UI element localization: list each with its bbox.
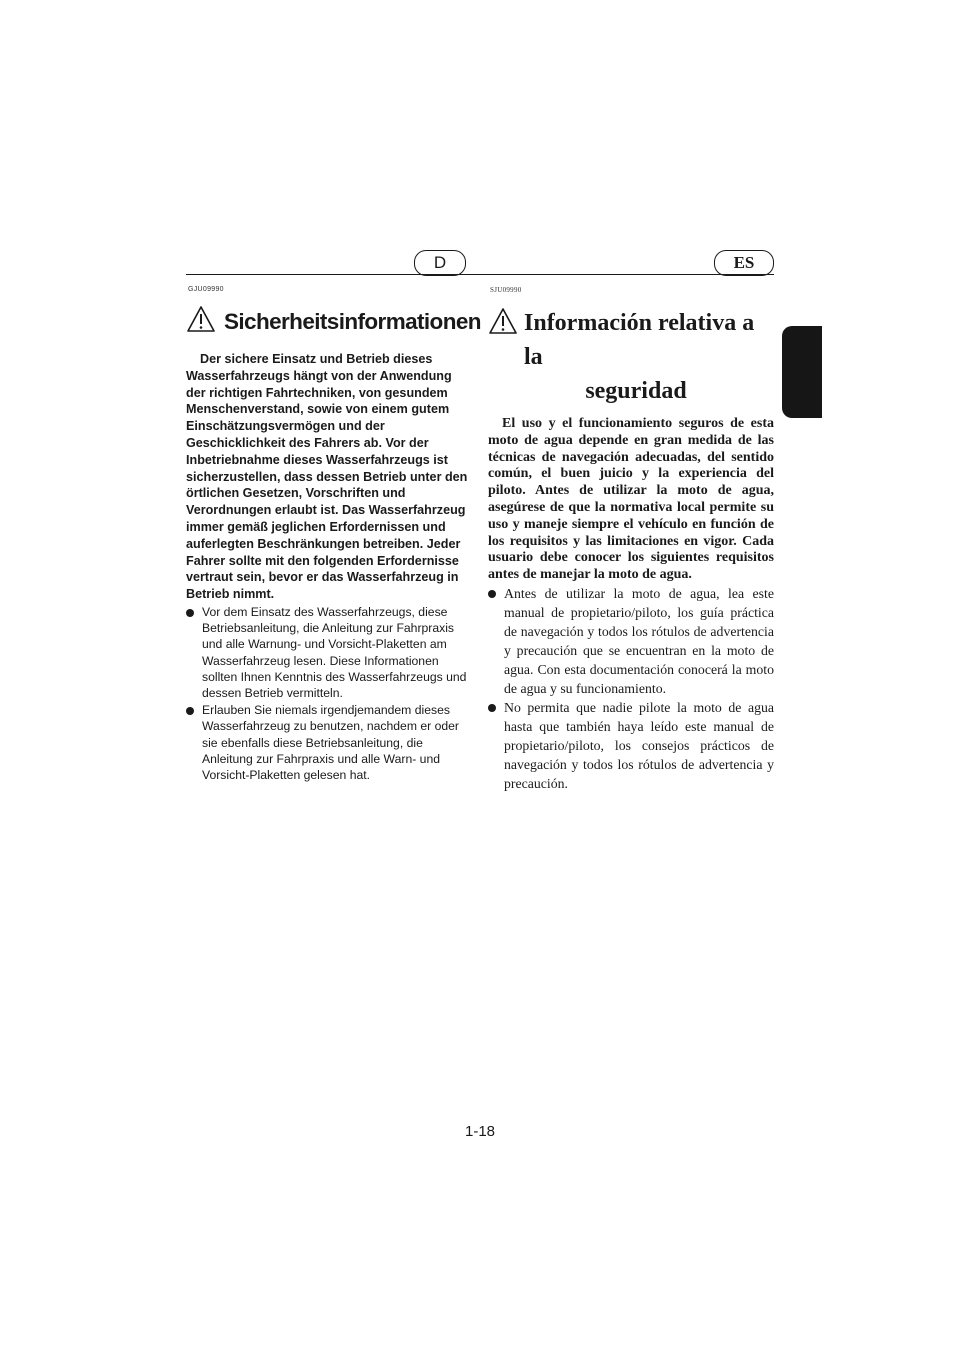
warning-triangle-icon [186,305,216,333]
language-tab-german: D [414,250,466,276]
spanish-heading [488,306,774,408]
language-tab-spanish: ES [714,250,774,276]
list-item [186,604,470,701]
list-item [488,698,774,793]
bullet-text: Erlauben Sie niemals irgendjemandem dieses Wasserfahrzeug zu benutzen, nachdem er oder sie ebenfalls diese Betriebsanleitung, die Anleitung zur Fahrpraxis und alle Warn- und Vorsicht-Plaketten gelesen hat. [202,703,459,782]
spanish-title [524,306,774,408]
bullet-icon [186,707,194,715]
page-number: 1-18 [464,1123,496,1140]
german-bullet-list [186,604,470,783]
bullet-icon [186,609,194,617]
spanish-bullet-list [488,584,774,793]
german-title: Sicherheitsinformationen [224,309,481,334]
german-intro: Der sichere Einsatz und Betrieb dieses Wasserfahrzeugs hängt von der Anwendung der richtigen Fahrtechniken, von gesundem Menschenverstand, sowie von einem gutem Einschätzungsvermögen und der Geschicklichkeit des Fahrers ab. Vor der Inbetriebnahme dieses Wasserfahrzeugs ist sicherzustellen, dass dessen Betrieb unter den örtlichen Gesetzen, Vorschriften und Verordnungen erlaubt ist. Das Wasserfahrzeug immer gemäß jeglichen Erfordernissen und auferlegten Beschränkungen betreiben. Jeder Fahrer sollte mit den folgenden Erfordernisse vertraut sein, bevor er das Wasserfahrzeug in Betrieb nimmt. [186,352,468,602]
section-thumb-tab [782,326,822,418]
list-item [186,702,470,783]
spanish-intro: El uso y el funcionamiento seguros de esta moto de agua depende en gran medida de las técnicas de navegación adecuadas, del sentido común, el buen juicio y la experiencia del piloto. Antes de utilizar la moto de agua, asegúrese de que la normativa local permite su uso y maneje siempre el vehículo en función de los requisitos y las limitaciones en vigor. Cada usuario debe conocer los siguientes requisitos antes de manejar la moto de agua. [488,416,774,583]
german-column [186,286,481,783]
header-rule [186,274,774,275]
spanish-title-line2: seguridad [585,378,687,404]
warning-triangle-icon [488,306,518,336]
bullet-icon [488,590,496,598]
german-heading [186,305,481,335]
bullet-icon [488,704,496,712]
spanish-column [488,286,774,793]
spanish-section-code: SJU09990 [490,286,522,294]
list-item [488,584,774,698]
spanish-title-line1: Información relativa a la [524,310,755,370]
bullet-text: Antes de utilizar la moto de agua, lea este manual de propietario/piloto, los guía práctica de navegación y todos los rótulos de advertencia y precaución que se encuentran en la moto de agua. Con esta documentación conocerá la moto de agua y su funcionamiento. [504,585,774,696]
german-section-code: GJU09990 [188,286,224,293]
bullet-text: No permita que nadie pilote la moto de agua hasta que también haya leído este manual de propietario/piloto, los consejos prácticos de navegación y todos los rótulos de advertencia y precaución. [504,699,774,791]
bullet-text: Vor dem Einsatz des Wasserfahrzeugs, diese Betriebsanleitung, die Anleitung zur Fahrpraxis und alle Warnung- und Vorsicht-Plaketten am Wasserfahrzeug lesen. Diese Informationen sollten Ihnen Kenntnis des Wasserfahrzeugs und dessen Betrieb vermitteln. [202,604,467,700]
